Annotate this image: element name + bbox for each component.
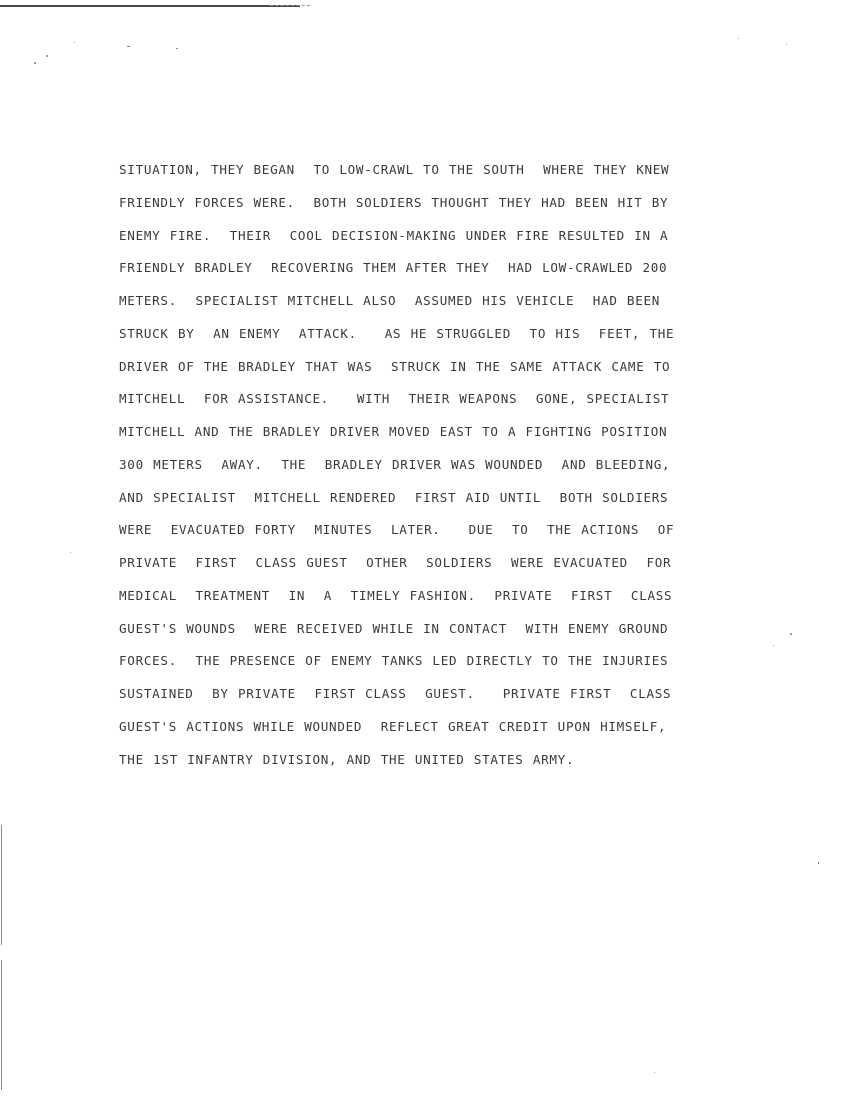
- text-line: 300 METERS AWAY. THE BRADLEY DRIVER WAS WOUNDED AND BLEEDING,: [119, 456, 671, 472]
- scan-speck: [70, 552, 71, 553]
- text-line: THE 1ST INFANTRY DIVISION, AND THE UNITED STATES ARMY.: [119, 751, 575, 767]
- text-line: WERE EVACUATED FORTY MINUTES LATER. DUE TO THE ACTIONS OF: [119, 522, 675, 538]
- text-line: MITCHELL FOR ASSISTANCE. WITH THEIR WEAPONS GONE, SPECIALIST: [119, 391, 670, 407]
- scan-speck: [127, 46, 130, 47]
- scan-speck: [738, 38, 739, 39]
- text-line: SUSTAINED BY PRIVATE FIRST CLASS GUEST. PRIVATE FIRST CLASS: [119, 686, 672, 701]
- text-line: FRIENDLY BRADLEY RECOVERING THEM AFTER THEY HAD LOW-CRAWLED 200: [119, 260, 668, 276]
- scan-speck: [34, 62, 36, 64]
- text-line: FORCES. THE PRESENCE OF ENEMY TANKS LED DIRECTLY TO THE INJURIES: [119, 653, 669, 669]
- scan-edge-line: [1, 960, 2, 1090]
- scan-edge-line: [1, 825, 2, 945]
- scan-top-rule: [0, 5, 300, 7]
- scan-top-rule-faint: [270, 5, 310, 6]
- text-line: DRIVER OF THE BRADLEY THAT WAS STRUCK IN THE SAME ATTACK CAME TO: [119, 358, 671, 374]
- text-line: GUEST'S ACTIONS WHILE WOUNDED REFLECT GREAT CREDIT UPON HIMSELF,: [119, 718, 667, 734]
- text-line: PRIVATE FIRST CLASS GUEST OTHER SOLDIERS WERE EVACUATED FOR: [119, 555, 672, 570]
- scan-speck: [654, 1072, 655, 1073]
- text-line: GUEST'S WOUNDS WERE RECEIVED WHILE IN CONTACT WITH ENEMY GROUND: [119, 620, 669, 636]
- text-line: ENEMY FIRE. THEIR COOL DECISION-MAKING UNDER FIRE RESULTED IN A: [119, 227, 669, 243]
- scan-speck: [786, 44, 787, 45]
- text-line: MEDICAL TREATMENT IN A TIMELY FASHION. PRIVATE FIRST CLASS: [119, 587, 673, 603]
- scan-speck: [74, 42, 75, 43]
- scan-speck: [176, 48, 178, 49]
- text-line: AND SPECIALIST MITCHELL RENDERED FIRST AID UNTIL BOTH SOLDIERS: [119, 489, 669, 505]
- scan-speck: [790, 633, 792, 635]
- text-line: FRIENDLY FORCES WERE. BOTH SOLDIERS THOUGHT THEY HAD BEEN HIT BY: [119, 194, 669, 210]
- text-line: MITCHELL AND THE BRADLEY DRIVER MOVED EAST TO A FIGHTING POSITION: [119, 424, 668, 439]
- text-line: SITUATION, THEY BEGAN TO LOW-CRAWL TO THE SOUTH WHERE THEY KNEW: [119, 162, 670, 177]
- text-line: STRUCK BY AN ENEMY ATTACK. AS HE STRUGGLED TO HIS FEET, THE: [119, 325, 675, 341]
- text-line: METERS. SPECIALIST MITCHELL ALSO ASSUMED HIS VEHICLE HAD BEEN: [119, 293, 661, 308]
- scan-speck: [818, 862, 819, 864]
- scan-speck: [46, 55, 48, 57]
- document-body: [119, 154, 779, 776]
